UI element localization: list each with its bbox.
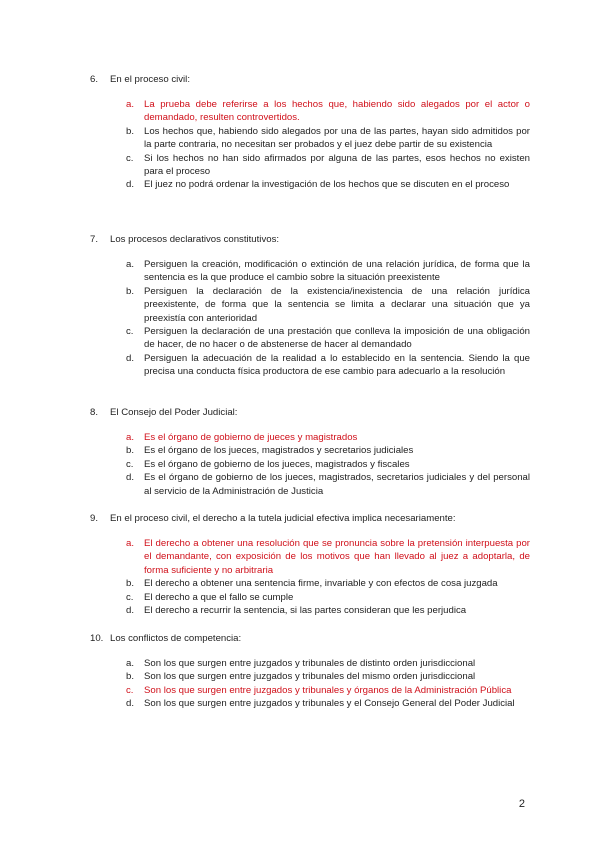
question-heading [90, 512, 530, 525]
option-letter: b. [126, 445, 135, 457]
option-text: Es el órgano de gobierno de los jueces, magistrados, secretarios judiciales y del personal al servicio de la Administración de Justicia [144, 472, 530, 497]
question-number: 8. [90, 407, 99, 418]
question-heading [90, 233, 530, 246]
option-a [126, 258, 530, 285]
option-list [126, 258, 530, 379]
option-letter: b. [126, 125, 135, 137]
question-number: 6. [90, 74, 99, 85]
question-9 [90, 512, 530, 617]
option-letter: d. [126, 179, 135, 191]
option-text: Es el órgano de gobierno de los jueces, magistrados y fiscales [144, 458, 410, 470]
option-letter: b. [126, 671, 135, 683]
question-number: 10. [90, 633, 104, 644]
option-list [126, 98, 530, 192]
option-text: El derecho a obtener una resolución que se pronuncia sobre la pretensión interpuesta por el demandante, con exposición de los motivos que han llevado al juez a adoptarla, de forma suficiente y no arbitraria [144, 538, 530, 576]
option-list [126, 657, 530, 711]
question-10 [90, 632, 530, 710]
question-text: Los conflictos de competencia: [110, 633, 242, 644]
option-letter: c. [126, 684, 134, 696]
option-b [126, 125, 530, 152]
option-text: Es el órgano de gobierno de jueces y magistrados [144, 432, 358, 443]
question-8 [90, 406, 530, 497]
option-letter: d. [126, 352, 135, 364]
option-c [126, 591, 530, 604]
option-b [126, 670, 530, 683]
option-letter: b. [126, 285, 135, 297]
option-list [126, 431, 530, 498]
option-text: Es el órgano de los jueces, magistrados y secretarios judiciales [144, 445, 414, 457]
option-text: Persiguen la declaración de la existencia/inexistencia de una relación jurídica preexistente, de forma que la sentencia se limita a declarar una situación que ya preexistía con anterioridad [144, 285, 530, 324]
option-a-correct [126, 537, 530, 577]
option-b [126, 444, 530, 457]
option-letter: a. [126, 432, 135, 443]
option-d [126, 178, 530, 191]
option-letter: a. [126, 99, 135, 110]
option-text: Persiguen la creación, modificación o extinción de una relación jurídica, de forma que la sentencia es la que produce el cambio sobre la situación preexistente [144, 259, 530, 284]
option-text: El juez no podrá ordenar la investigación de los hechos que se discuten en el proceso [144, 179, 510, 191]
question-number: 9. [90, 513, 99, 524]
option-b [126, 285, 530, 325]
question-6 [90, 73, 530, 191]
option-text: Son los que surgen entre juzgados y tribunales del mismo orden jurisdiccional [144, 671, 476, 683]
option-c [126, 152, 530, 179]
option-d [126, 352, 530, 379]
question-heading [90, 406, 530, 419]
option-letter: d. [126, 605, 135, 617]
option-text: Son los que surgen entre juzgados y tribunales de distinto orden jurisdiccional [144, 658, 476, 669]
option-letter: c. [126, 152, 134, 164]
option-letter: a. [126, 658, 135, 669]
option-letter: c. [126, 326, 134, 338]
option-c [126, 325, 530, 352]
option-letter: c. [126, 591, 134, 603]
question-number: 7. [90, 234, 99, 245]
question-text: En el proceso civil: [110, 74, 190, 85]
option-a [126, 657, 530, 670]
option-text: Persiguen la declaración de una prestación que conlleva la imposición de una obligación de hacer, de no hacer o de abstenerse de hacer al demandado [144, 326, 530, 351]
option-d [126, 471, 530, 498]
option-text: Si los hechos no han sido afirmados por alguna de las partes, esos hechos no existen para el proceso [144, 152, 530, 178]
question-text: En el proceso civil, el derecho a la tutela judicial efectiva implica necesariamente: [110, 513, 456, 524]
option-d [126, 604, 530, 617]
option-letter: a. [126, 538, 135, 549]
option-text: Son los que surgen entre juzgados y tribunales y órganos de la Administración Pública [144, 684, 512, 696]
option-letter: b. [126, 578, 135, 590]
option-text: La prueba debe referirse a los hechos que, habiendo sido alegados por el actor o demandado, resulten controvertidos. [144, 99, 530, 124]
question-text: Los procesos declarativos constitutivos: [110, 234, 280, 245]
option-text: Son los que surgen entre juzgados y tribunales y el Consejo General del Poder Judicial [144, 698, 515, 710]
question-heading [90, 632, 530, 645]
question-7 [90, 233, 530, 378]
option-text: Los hechos que, habiendo sido alegados por una de las partes, hayan sido admitidos por la parte contraria, no necesitan ser probados y el juez debe partir de su existencia [144, 125, 530, 151]
option-letter: c. [126, 458, 134, 470]
page-number: 2 [518, 798, 525, 810]
option-d [126, 697, 530, 710]
option-text: El derecho a que el fallo se cumple [144, 591, 294, 603]
option-text: Persiguen la adecuación de la realidad a lo establecido en la sentencia. Siendo la que precisa una conducta física productora de ese cambio para adecuarlo a la resolución [144, 352, 530, 378]
option-letter: a. [126, 259, 135, 270]
question-text: El Consejo del Poder Judicial: [110, 407, 238, 418]
option-text: El derecho a recurrir la sentencia, si las partes consideran que les perjudica [144, 605, 467, 617]
option-text: El derecho a obtener una sentencia firme, invariable y con efectos de cosa juzgada [144, 578, 498, 590]
option-a-correct [126, 431, 530, 444]
option-letter: d. [126, 698, 135, 710]
option-b [126, 577, 530, 590]
question-heading [90, 73, 530, 86]
option-c [126, 458, 530, 471]
option-letter: d. [126, 472, 135, 484]
option-a-correct [126, 98, 530, 125]
option-c-correct [126, 684, 530, 697]
option-list [126, 537, 530, 617]
